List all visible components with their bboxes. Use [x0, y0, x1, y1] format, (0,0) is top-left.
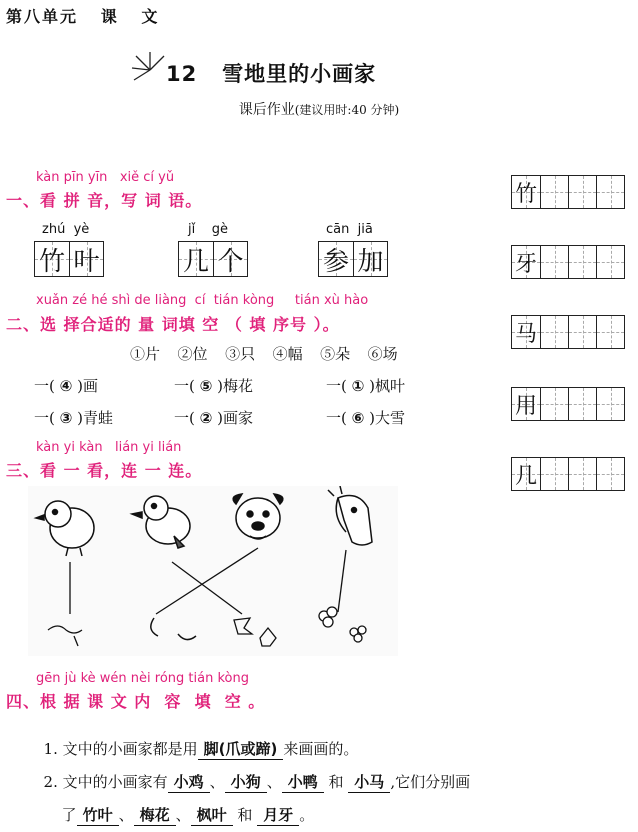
writing-grid-4	[511, 387, 625, 421]
grid-cell	[540, 458, 568, 490]
homework-time: (建议用时:40 分钟)	[294, 103, 400, 117]
word2-grid	[178, 241, 248, 277]
grid-cell	[540, 316, 568, 348]
grid-cell	[540, 388, 568, 420]
measure-item-2-3: 一( ⑥ )大雪	[326, 409, 405, 427]
answer-blank: 脚(爪或蹄)	[198, 738, 284, 760]
grid-cell: 加	[353, 242, 387, 276]
answer-blank: 小鸭	[282, 771, 324, 793]
s3-pinyin: kàn yi kàn lián yi lián	[36, 440, 182, 455]
grid-cell	[596, 458, 624, 490]
question-2-line-1: 2. 文中的小画家有 小鸡 、 小狗 、 小鸭 和 小马 ,它们分别画	[43, 773, 471, 791]
question-2-line-2: 了 竹叶 、 梅花 、 枫叶 和 月牙 。	[61, 806, 315, 824]
lesson-heading	[166, 58, 376, 88]
word3-grid	[318, 241, 388, 277]
measure-item-2-1: 一( ③ )青蛙	[34, 409, 113, 427]
word3-pinyin: cān jiā	[326, 222, 373, 237]
lesson-number: 12	[166, 62, 198, 86]
homework-label: 课后作业	[238, 102, 295, 118]
grid-cell: 个	[213, 242, 247, 276]
writing-grid-1	[511, 175, 625, 209]
grid-cell: 竹	[35, 242, 69, 276]
answer-blank: 小狗	[225, 771, 267, 793]
answer-blank: 枫叶	[191, 804, 233, 826]
grid-cell	[540, 176, 568, 208]
writing-grid-3	[511, 315, 625, 349]
grid-cell	[568, 316, 596, 348]
grid-cell: 几	[179, 242, 213, 276]
s2-pinyin: xuǎn zé hé shì de liàng cí tián kòng tián xù hào	[36, 293, 369, 308]
matching-illustration	[28, 486, 398, 656]
grid-cell: 叶	[69, 242, 103, 276]
word2-pinyin: jǐ gè	[188, 222, 229, 237]
answer-blank: 竹叶	[77, 804, 119, 826]
grid-cell: 用	[512, 388, 540, 420]
measure-item-1-1: 一( ④ )画	[34, 377, 98, 395]
measure-item-1-2: 一( ⑤ )梅花	[174, 377, 253, 395]
question-1: 1. 文中的小画家都是用 脚(爪或蹄) 来画画的。	[43, 740, 359, 758]
grid-cell: 竹	[512, 176, 540, 208]
measure-item-1-3: 一( ① )枫叶	[326, 377, 405, 395]
grid-cell: 参	[319, 242, 353, 276]
lesson-title: 雪地里的小画家	[222, 61, 377, 86]
grid-cell	[596, 388, 624, 420]
grid-cell: 马	[512, 316, 540, 348]
s1-heading: 一、看 拼 音，写 词 语。	[6, 191, 203, 210]
answer-blank: 月牙	[257, 804, 299, 826]
grid-cell	[568, 246, 596, 278]
grid-cell	[540, 246, 568, 278]
s4-heading: 四、根 据 课 文 内 容 填 空 。	[6, 692, 266, 711]
unit-title: 第八单元 课 文	[6, 7, 160, 26]
s2-heading: 二、选 择合适的 量 词填 空 （ 填 序号 ）。	[6, 315, 340, 334]
word1-grid	[34, 241, 104, 277]
answer-blank: 梅花	[134, 804, 176, 826]
measure-item-2-2: 一( ② )画家	[174, 409, 253, 427]
writing-grid-5	[511, 457, 625, 491]
measure-word-options: ①片 ②位 ③只 ④幅 ⑤朵 ⑥场	[130, 345, 398, 363]
sunburst-decoration-icon	[130, 50, 170, 86]
s1-pinyin: kàn pīn yīn xiě cí yǔ	[36, 170, 175, 185]
grid-cell	[596, 246, 624, 278]
answer-blank: 小鸡	[168, 771, 210, 793]
grid-cell	[568, 388, 596, 420]
grid-cell: 牙	[512, 246, 540, 278]
answer-blank: 小马	[348, 771, 390, 793]
writing-grid-2	[511, 245, 625, 279]
word1-pinyin: zhú yè	[42, 222, 90, 237]
grid-cell	[568, 176, 596, 208]
homework-line	[0, 99, 638, 119]
s4-pinyin: gēn jù kè wén nèi róng tián kòng	[36, 671, 249, 686]
grid-cell	[596, 176, 624, 208]
grid-cell: 几	[512, 458, 540, 490]
s3-heading: 三、看 一 看，连 一 连。	[6, 461, 203, 480]
grid-cell	[596, 316, 624, 348]
grid-cell	[568, 458, 596, 490]
